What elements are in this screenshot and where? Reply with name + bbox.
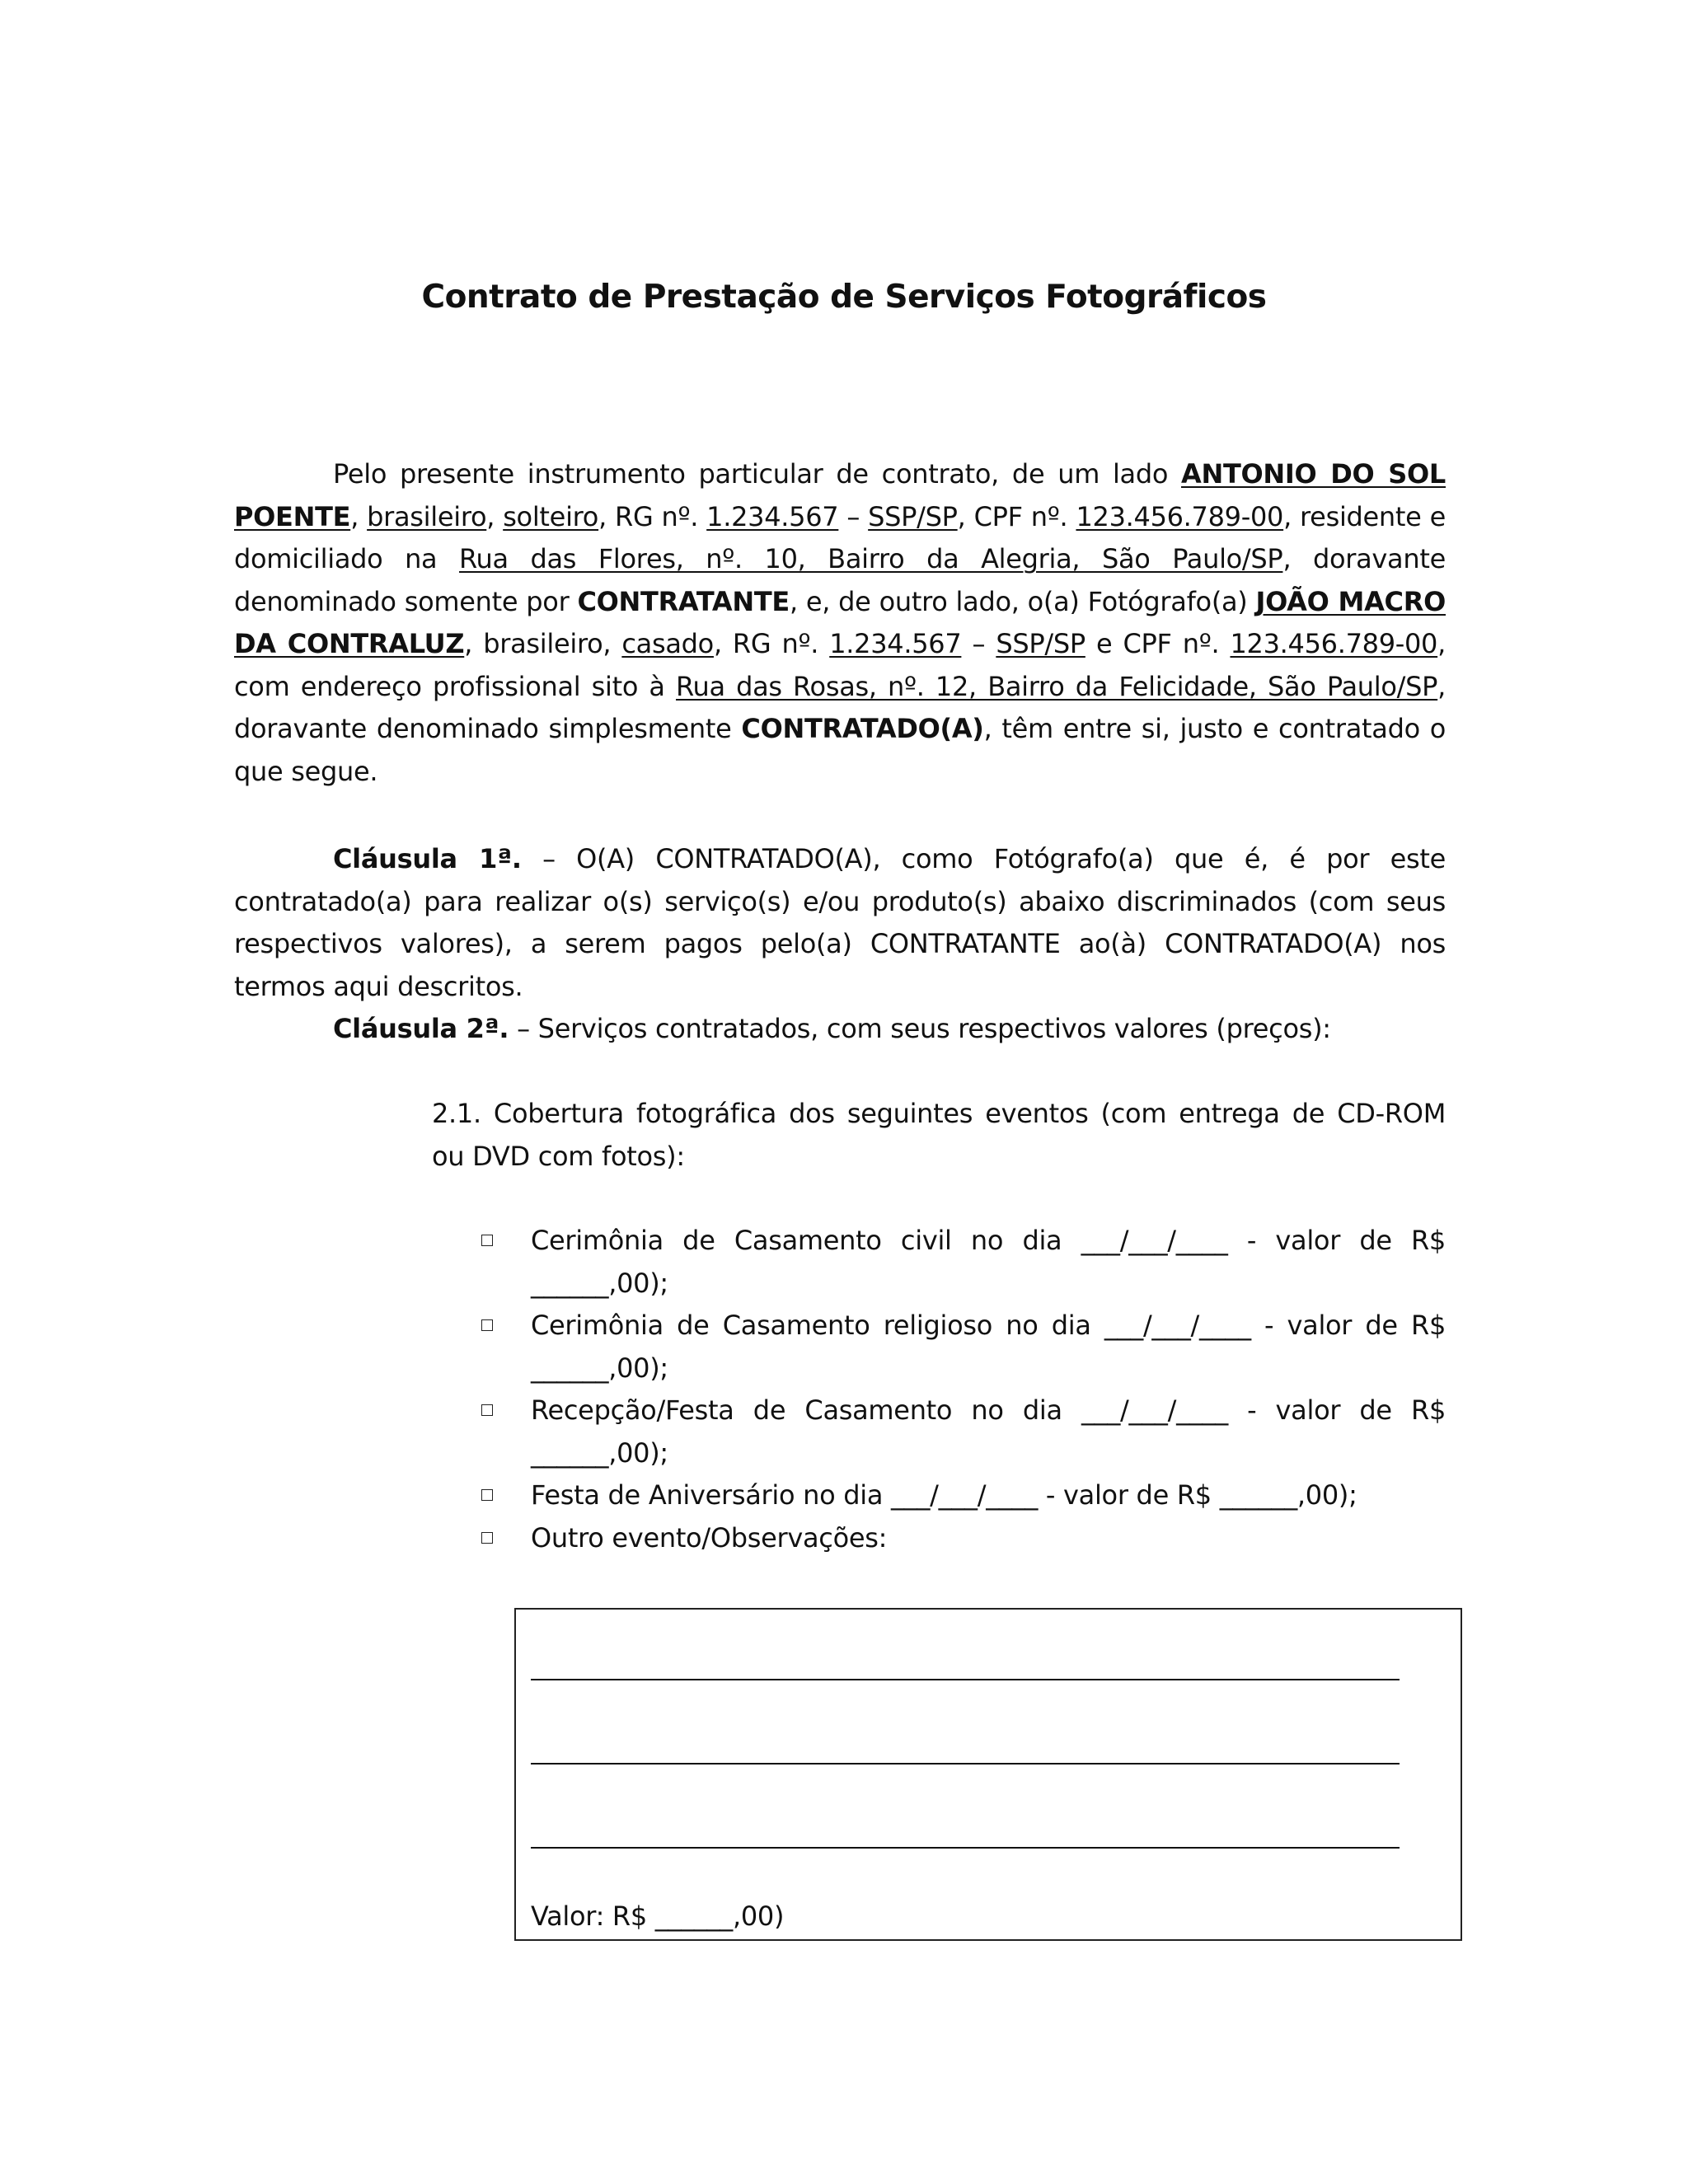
event-label: Festa de Aniversário no dia ___/___/____ - valor de R$ ______,00);: [531, 1479, 1357, 1511]
observations-box: [514, 1608, 1462, 1941]
contratado-label: CONTRATADO(A): [741, 713, 984, 744]
preamble-text: , e, de outro lado, o(a) Fotógrafo(a): [789, 585, 1256, 617]
preamble-text: ,: [350, 500, 368, 532]
item-2-1: 2.1. Cobertura fotográfica dos seguintes eventos (com entrega de CD-ROM ou DVD com fotos):: [432, 1098, 1446, 1172]
checkbox-icon[interactable]: [481, 1319, 493, 1331]
event-label: Cerimônia de Casamento religioso no dia ___/___/____ - valor de R$ ______,00);: [531, 1310, 1446, 1384]
contratado-name: JOÃO MACRO DA CONTRALUZ: [234, 585, 1446, 659]
observation-value: Valor: R$ ______,00): [531, 1900, 785, 1932]
contratante-marital-status: solteiro: [503, 500, 599, 532]
observation-line-1[interactable]: [531, 1679, 1400, 1680]
preamble-paragraph: [234, 453, 1446, 793]
contratado-rg-issuer: SSP/SP: [996, 628, 1085, 659]
preamble-text: , RG nº.: [713, 628, 830, 659]
preamble-text: , CPF nº.: [957, 500, 1076, 532]
contratante-cpf: 123.456.789-00: [1076, 500, 1284, 532]
preamble-text: , têm entre si, justo e contratado o que segue.: [234, 713, 1447, 787]
event-item-civil: [481, 1220, 1446, 1305]
event-label: Recepção/Festa de Casamento no dia ___/___/____ - valor de R$ ______,00);: [531, 1394, 1446, 1469]
preamble-text: , doravante denominado somente por: [234, 543, 1446, 617]
preamble-text: , residente e domiciliado na: [234, 500, 1446, 574]
preamble-text: Pelo presente instrumento particular de contrato, de um lado: [333, 458, 1182, 490]
preamble-text: , doravante denominado simplesmente: [234, 670, 1447, 744]
events-list: [481, 1220, 1446, 1559]
contratante-rg: 1.234.567: [706, 500, 839, 532]
contratado-address: Rua das Rosas, nº. 12, Bairro da Felicidade, São Paulo/SP: [676, 670, 1438, 702]
event-item-aniversario: [481, 1474, 1446, 1517]
contratado-rg: 1.234.567: [829, 628, 962, 659]
observation-line-2[interactable]: [531, 1763, 1400, 1765]
clause-1-label: Cláusula 1ª.: [333, 843, 522, 874]
preamble-text: , RG nº.: [598, 500, 707, 532]
contratado-marital-status: casado: [621, 628, 714, 659]
checkbox-icon[interactable]: [481, 1532, 493, 1544]
preamble-text: , brasileiro,: [464, 628, 622, 659]
document-title: Contrato de Prestação de Serviços Fotográficos: [421, 279, 1267, 316]
preamble-text: ,: [486, 500, 504, 532]
event-item-outro: [481, 1517, 1446, 1560]
contratante-nationality: brasileiro: [367, 500, 487, 532]
checkbox-icon[interactable]: [481, 1235, 493, 1246]
clause-2-text: – Serviços contratados, com seus respectivos valores (preços):: [509, 1013, 1331, 1044]
preamble-text: –: [838, 500, 869, 532]
contratante-rg-issuer: SSP/SP: [868, 500, 958, 532]
checkbox-icon[interactable]: [481, 1404, 493, 1416]
clause-1-text: – O(A) CONTRATADO(A), como Fotógrafo(a) que é, é por este contratado(a) para realizar o(s) serviço(s) e/ou produto(s) abaixo discriminados (com seus respectivos valores), a serem pagos pelo(a) CONTRATANTE ao(à) CONTRATADO(A) nos termos aqui descritos.: [234, 843, 1446, 1002]
clause-2: [234, 1008, 1446, 1051]
preamble-text: e CPF nº.: [1085, 628, 1231, 659]
checkbox-icon[interactable]: [481, 1489, 493, 1501]
observation-line-3[interactable]: [531, 1847, 1400, 1849]
preamble-text: –: [961, 628, 996, 659]
contratante-label: CONTRATANTE: [577, 585, 790, 617]
preamble-text: , com endereço profissional sito à: [234, 628, 1446, 702]
clause-1: [234, 838, 1446, 1008]
event-item-recepcao: [481, 1390, 1446, 1474]
clause-2-label: Cláusula 2ª.: [333, 1013, 509, 1044]
event-item-religioso: [481, 1305, 1446, 1390]
contratante-address: Rua das Flores, nº. 10, Bairro da Alegria, São Paulo/SP: [459, 543, 1283, 574]
contratante-name: ANTONIO DO SOL POENTE: [234, 458, 1446, 532]
event-label: Cerimônia de Casamento civil no dia ___/___/____ - valor de R$ ______,00);: [531, 1225, 1446, 1299]
contratado-cpf: 123.456.789-00: [1230, 628, 1438, 659]
event-label: Outro evento/Observações:: [531, 1521, 888, 1554]
